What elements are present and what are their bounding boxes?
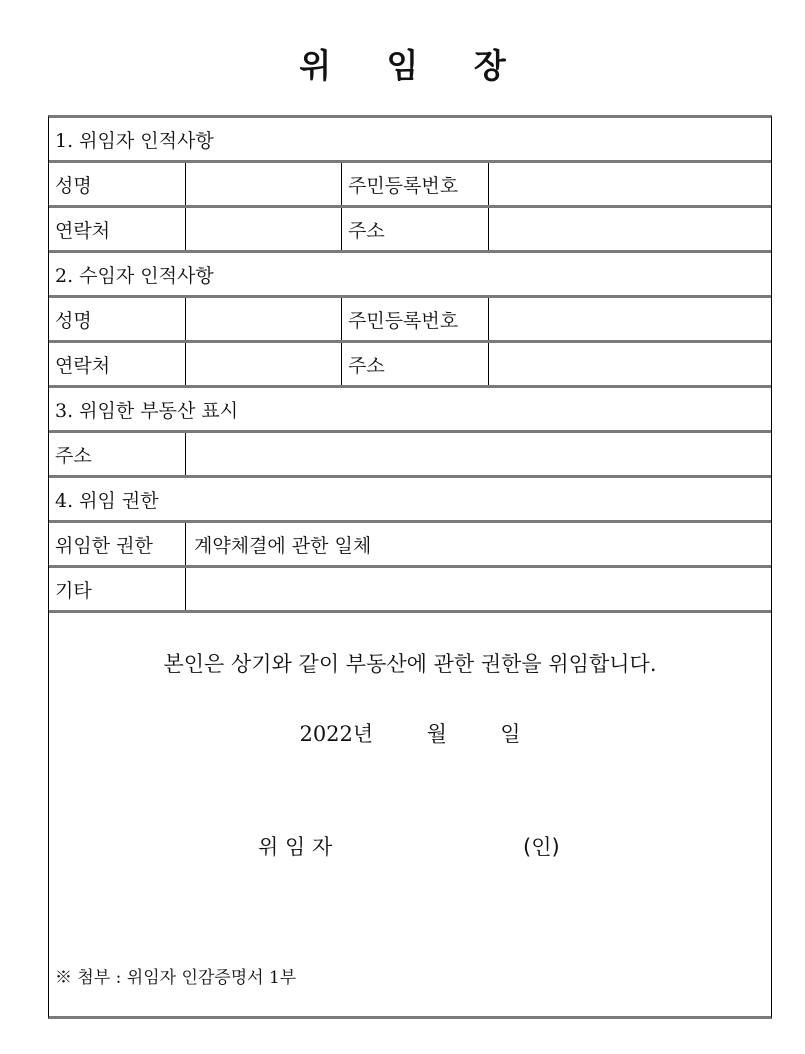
property-address-field[interactable] [186, 433, 771, 475]
delegate-id-field[interactable] [489, 298, 771, 340]
authority-other-field[interactable] [186, 568, 771, 610]
declaration-date [49, 718, 771, 748]
delegator-row-name-id [49, 163, 771, 208]
attachment-note: ※ 첨부 : 위임자 인감증명서 1부 [55, 968, 297, 988]
date-year: 2022년 [299, 722, 374, 746]
delegator-id-label: 주민등록번호 [342, 163, 489, 205]
delegator-id-field[interactable] [489, 163, 771, 205]
delegator-contact-label: 연락처 [49, 208, 186, 250]
delegate-address-label: 주소 [342, 343, 489, 385]
section-header-label: 2. 수임자 인적사항 [55, 264, 214, 287]
delegate-name-label: 성명 [49, 298, 186, 340]
date-day: 일 [500, 722, 521, 746]
delegate-name-field[interactable] [186, 298, 342, 340]
section-delegate-header [49, 253, 771, 298]
authority-other-label: 기타 [49, 568, 186, 610]
property-row-address [49, 433, 771, 478]
delegate-contact-field[interactable] [186, 343, 342, 385]
authority-granted-field[interactable]: 계약체결에 관한 일체 [194, 534, 372, 557]
declaration-statement: 본인은 상기와 같이 부동산에 관한 권한을 위임합니다. [163, 652, 657, 676]
section-header-label: 4. 위임 권한 [55, 489, 159, 512]
section-header-label: 1. 위임자 인적사항 [55, 129, 214, 152]
authority-row-granted [49, 523, 771, 568]
delegator-name-label: 성명 [49, 163, 186, 205]
delegator-address-label: 주소 [342, 208, 489, 250]
delegate-row-name-id [49, 298, 771, 343]
authority-row-other [49, 568, 771, 613]
delegator-address-field[interactable] [489, 208, 771, 250]
section-delegator-header [49, 118, 771, 163]
delegate-contact-label: 연락처 [49, 343, 186, 385]
section-header-label: 3. 위임한 부동산 표시 [55, 399, 239, 422]
authority-granted-label: 위임한 권한 [49, 523, 186, 565]
section-property-header [49, 388, 771, 433]
property-address-label: 주소 [49, 433, 186, 475]
document-title: 위 임 장 [299, 46, 528, 85]
power-of-attorney-form [48, 115, 772, 1019]
delegate-id-label: 주민등록번호 [342, 298, 489, 340]
seal-mark[interactable]: (인) [523, 835, 560, 859]
delegate-address-field[interactable] [489, 343, 771, 385]
signer-label: 위 임 자 [258, 835, 333, 859]
date-month: 월 [426, 722, 447, 746]
section-authority-header [49, 478, 771, 523]
delegator-row-contact-address [49, 208, 771, 253]
delegator-name-field[interactable] [186, 163, 342, 205]
delegator-contact-field[interactable] [186, 208, 342, 250]
delegate-row-contact-address [49, 343, 771, 388]
